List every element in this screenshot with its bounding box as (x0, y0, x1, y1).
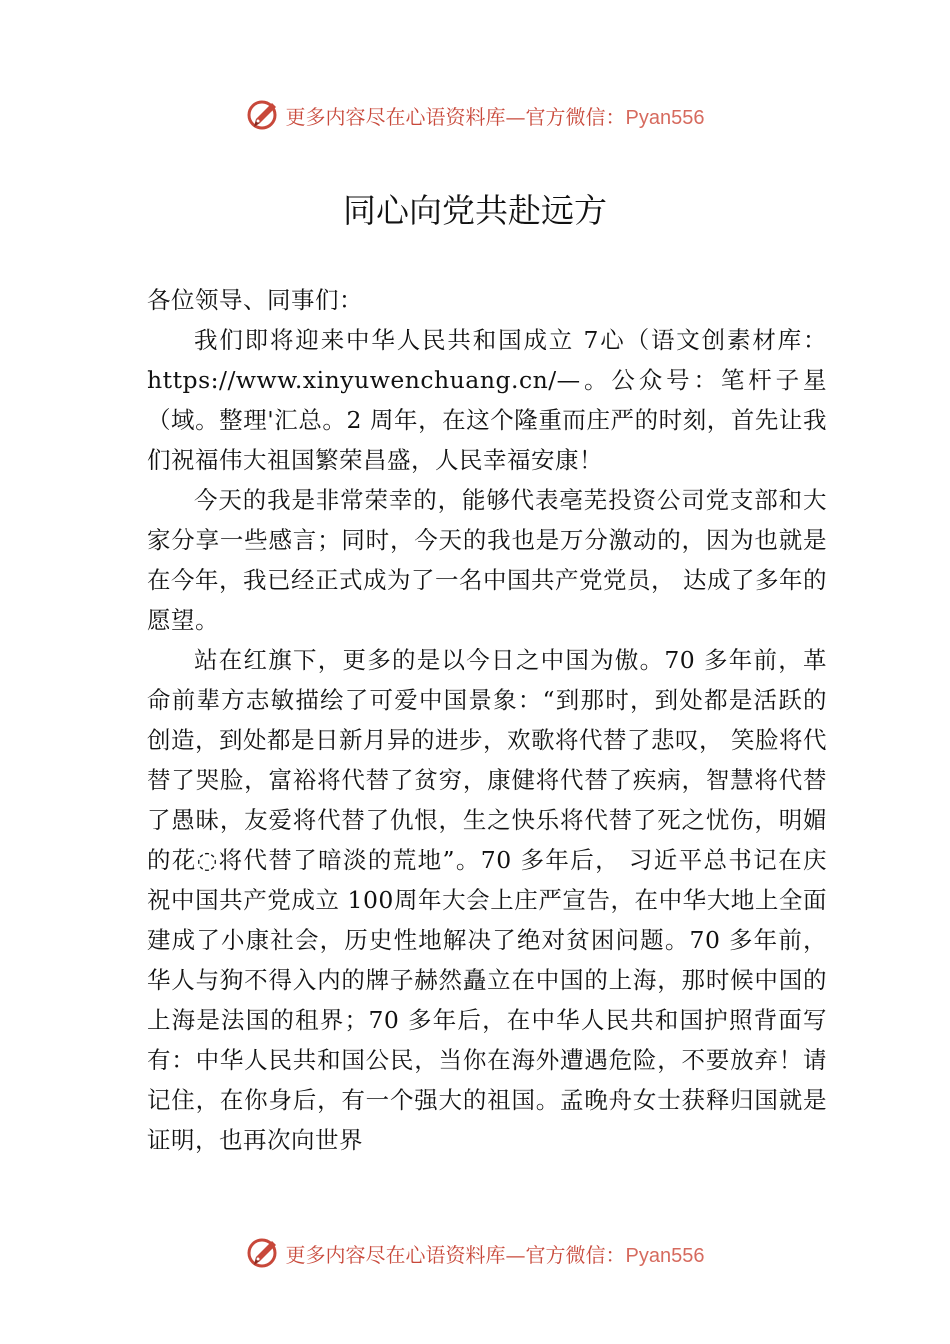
banner-dash: — (505, 1242, 526, 1267)
banner-text (286, 101, 705, 130)
banner-wechat-label: 官方微信： (525, 1242, 626, 1267)
banner-wechat-id: Pyan556 (625, 1244, 705, 1267)
document-body (147, 280, 827, 1160)
pen-logo-icon (246, 97, 282, 133)
paragraph-3: 站在红旗下，更多的是以今日之中国为傲。70 多年前，革命前辈方志敏描绘了可爱中国景象：“到那时，到处都是活跃的创造，到处都是日新月异的进步，欢歌将代替了悲叹， 笑脸将代替了哭脸，富裕将代替了贫穷，康健将代替了疾病，智慧将代替了愚昧，友爱将代替了仇恨，生之快乐将代替了死之忧伤，明媚的花◌将代替了暗淡的荒地”。70 多年后， 习近平总书记在庆祝中国共产党成立 100周年大会上庄严宣告，在中华大地上全面建成了小康社会，历史性地解决了绝对贫困问题。70 多年前，华人与狗不得入内的牌子赫然矗立在中国的上海，那时候中国的上海是法国的租界；70 多年后，在中华人民共和国护照背面写有：中华人民共和国公民，当你在海外遭遇危险，不要放弃！请记住，在你身后，有一个强大的祖国。孟晚舟女士获释归国就是证明，也再次向世界 (147, 646, 827, 1154)
banner-slogan: 更多内容尽在心语资料库 (285, 1242, 506, 1267)
banner-text (286, 1239, 705, 1268)
paragraph-1: 我们即将迎来中华人民共和国成立 7心（语文创素材库：https://www.xinyuwenchuang.cn/—。公众号：笔杆子星（域。整理'汇总。2 周年，在这个隆重而庄严的时刻，首先让我们祝福伟大祖国繁荣昌盛，人民幸福安康！ (147, 326, 827, 474)
footer-banner (0, 1233, 950, 1273)
paragraph-2: 今天的我是非常荣幸的，能够代表亳芜投资公司党支部和大家分享一些感言；同时，今天的我也是万分激动的，因为也就是在今年，我已经正式成为了一名中国共产党党员， 达成了多年的愿望。 (147, 486, 827, 634)
salutation: 各位领导、同事们： (147, 286, 363, 314)
banner-slogan: 更多内容尽在心语资料库 (285, 104, 506, 129)
banner-wechat-id: Pyan556 (625, 106, 705, 129)
header-banner (0, 95, 950, 135)
pen-logo-icon (246, 1235, 282, 1271)
banner-wechat-label: 官方微信： (525, 104, 626, 129)
banner-dash: — (505, 104, 526, 129)
document-title: 同心向党共赴远方 (343, 191, 607, 230)
